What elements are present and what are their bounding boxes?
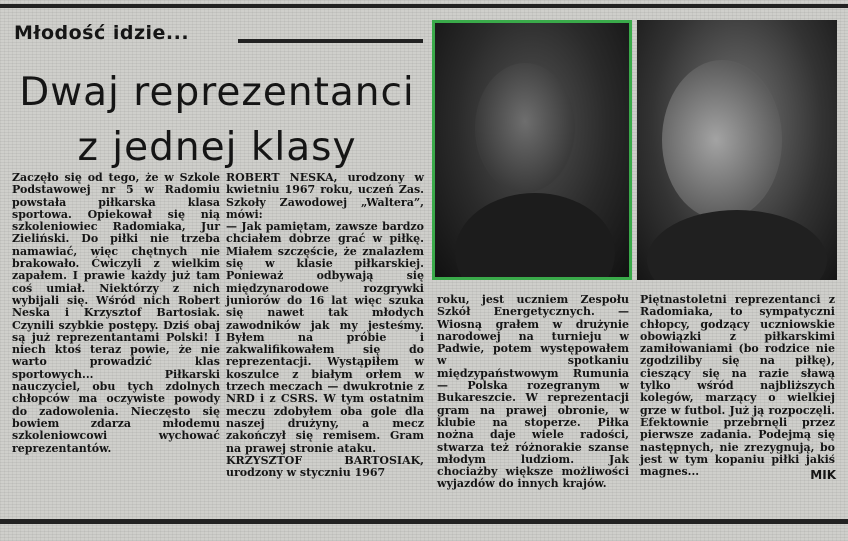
article-column-4 <box>640 294 835 478</box>
bottom-rule <box>0 519 848 524</box>
section-title: Młodość idzie... <box>14 22 190 44</box>
headline-line-1: Dwaj reprezentanci <box>19 70 415 115</box>
article-column-2 <box>226 172 424 479</box>
photo-player-left <box>432 20 632 280</box>
quote-robert: — Jak pamiętam, zawsze bardzo chciałem dobrze grać w piłkę. Miałem szczęście, że znalazłem się w klasie piłkarskiej. Ponieważ odbywają się międzynarodowe rozgrywki juniorów do 16 lat więc szuka się nawet tak młodych zawodników jak my jesteśmy. Byłem na próbie i zakwalifikowałem się do reprezentacji. Wystąpiłem w koszulce z białym orłem w trzech meczach — dwukrotnie z NRD i z CSRS. W tym ostatnim meczu zdobyłem oba gole dla naszej drużyny, a mecz zakończył się remisem. Gram na prawej stronie ataku. <box>226 220 424 455</box>
byline-krzysztof: KRZYSZTOF BARTOSIAK, <box>226 453 424 467</box>
article-column-3 <box>437 294 629 491</box>
article-paragraph: Zaczęło się od tego, że w Szkole Podstawowej nr 5 w Radomiu powstała piłkarska klasa sportowa. Opiekował się nią szkoleniowiec Radomiaka, Jur Zieliński. Do piłki nie trzeba namawiać, więc chętnych nie brakowało. Ćwiczyli z wielkim zapałem. I prawie każdy już tam coś umiał. Niektórzy z nich wybijali się. Wśród nich Robert Neska i Krzysztof Bartosiak. Czynili szybkie postępy. Dziś obaj są już reprezentantami Polski! I niech ktoś teraz powie, że nie warto prowadzić klas sportowych... Piłkarski nauczyciel, obu tych zdolnych chłopców ma oczywiste powody do zadowolenia. Nieczęsto się bowiem zdarza młodemu szkoleniowcowi wychować reprezentantów. <box>12 171 220 455</box>
article-column-1 <box>12 172 220 455</box>
author-signature: MIK <box>810 468 836 482</box>
quote-krzysztof: roku, jest uczniem Zespołu Szkół Energetycznych. — Wiosną grałem w drużynie narodowej na turnieju w Padwie, potem występowałem w spotkaniu międzypaństwowym Rumunia — Polska rozegranym w Bukareszcie. W reprezentacji gram na prawej obronie, w klubie na stoperze. Piłka nożna daje wiele radości, stwarza też różnorakie szanse młodym ludziom. Jak chociażby większe możliwości wyjazdów do innych krajów. <box>437 293 629 491</box>
article-conclusion: Piętnastoletni reprezentanci z Radomiaka, to sympatyczni chłopcy, godzący uczniowskie obowiązki z piłkarskimi zamiłowaniami (bo rodzice nie zgodziliby się na piłkę), cieszący się na razie sławą tylko wśród najbliższych kolegów, marzący o wielkiej grze w futbol. Już ją rozpoczęli. Efektownie przebrnęli przez pierwsze zadania. Podejmą się następnych, nie zrezygnują, bo jest w tym kopaniu piłki jakiś magnes... <box>640 293 835 479</box>
photo-player-right <box>637 20 837 280</box>
intro-krzysztof: urodzony w styczniu 1967 <box>226 466 386 480</box>
top-rule <box>0 4 848 8</box>
section-rule <box>238 39 423 43</box>
headline-line-2: z jednej klasy <box>77 125 357 170</box>
byline-robert: ROBERT NESKA, <box>226 171 338 184</box>
intro-robert: urodzony w kwietniu 1967 roku, uczeń Zas. Szkoły Zawodowej „Waltera”, mówi: <box>226 171 424 221</box>
